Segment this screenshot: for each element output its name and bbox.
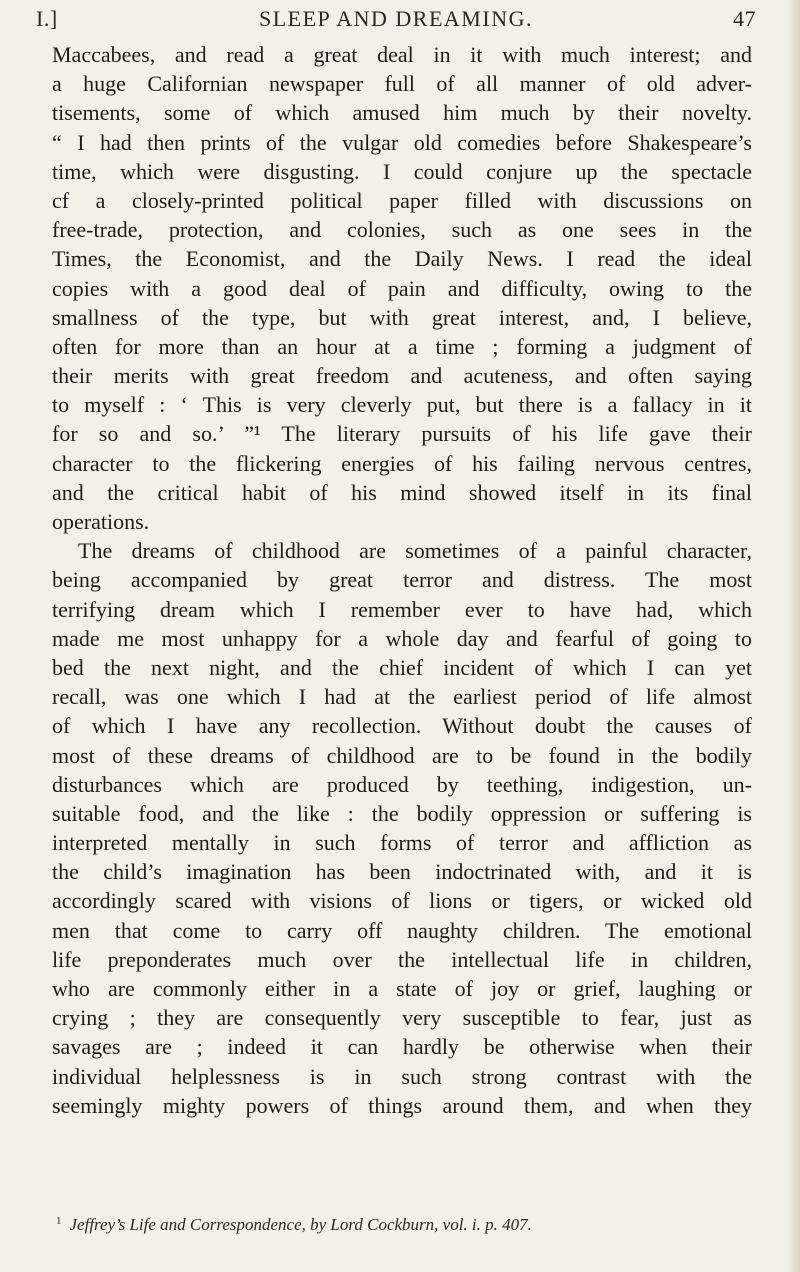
text-line: time, which were disgusting. I could conjure up the spectacle — [52, 158, 752, 184]
running-header — [36, 2, 756, 34]
text-line: recall, was one which I had at the earliest period of life almost — [52, 684, 752, 710]
text-line: cf a closely-printed political paper filled with discussions on — [52, 187, 752, 213]
text-line: crying ; they are consequently very susceptible to fear, just as — [52, 1005, 752, 1031]
text-line: for so and so.’ ”¹ The literary pursuits of his life gave their — [52, 421, 752, 447]
text-line: their merits with great freedom and acuteness, and often saying — [52, 363, 752, 389]
footnote — [56, 1210, 756, 1236]
paragraph-start-line: The dreams of childhood are sometimes of a painful character, — [78, 538, 752, 564]
text-line: free-trade, protection, and colonies, such as one sees in the — [52, 217, 752, 243]
text-line: savages are ; indeed it can hardly be otherwise when their — [52, 1034, 752, 1060]
text-line: terrifying dream which I remember ever to have had, which — [52, 596, 752, 622]
text-line: who are commonly either in a state of joy or grief, laughing or — [52, 976, 752, 1001]
chapter-number: I.] — [36, 6, 58, 31]
running-title: SLEEP AND DREAMING. — [259, 6, 533, 31]
text-line: often for more than an hour at a time ; forming a judgment of — [52, 333, 752, 359]
text-line: to myself : ‘ This is very cleverly put, but there is a fallacy in it — [52, 392, 752, 418]
text-line: bed the next night, and the chief incident of which I can yet — [52, 654, 752, 680]
text-line: a huge Californian newspaper full of all manner of old adver- — [52, 71, 752, 97]
text-line: men that come to carry off naughty children. The emotional — [52, 917, 752, 943]
text-line: seemingly mighty powers of things around them, and when they — [52, 1092, 752, 1118]
footnote-marker: 1 — [56, 1215, 62, 1227]
text-line: Maccabees, and read a great deal in it with much interest; and — [52, 42, 752, 67]
text-line: operations. — [52, 509, 150, 534]
text-line: made me most unhappy for a whole day and fearful of going to — [52, 625, 752, 651]
text-line: being accompanied by great terror and distress. The most — [52, 567, 752, 593]
text-line: interpreted mentally in such forms of terror and affliction as — [52, 830, 752, 856]
text-line: of which I have any recollection. Without doubt the causes of — [52, 713, 752, 739]
text-line: character to the flickering energies of his failing nervous centres, — [52, 450, 752, 476]
text-line: smallness of the type, but with great interest, and, I believe, — [52, 304, 752, 330]
text-line: the child’s imagination has been indoctrinated with, and it is — [52, 859, 752, 885]
page-number: 47 — [733, 6, 756, 31]
text-line: suitable food, and the like : the bodily oppression or suffering is — [52, 800, 752, 826]
text-line: “ I had then prints of the vulgar old comedies before Shakespeare’s — [52, 129, 752, 155]
text-line: tisements, some of which amused him much by their novelty. — [52, 100, 752, 126]
page-edge-shadow — [786, 0, 800, 1272]
text-line: individual helplessness is in such strong contrast with the — [52, 1063, 752, 1089]
footnote-text: Jeffrey’s Life and Correspondence, by Lord Cockburn, vol. i. p. 407. — [69, 1215, 532, 1234]
text-line: accordingly scared with visions of lions or tigers, or wicked old — [52, 888, 752, 914]
text-line: Times, the Economist, and the Daily News. I read the ideal — [52, 246, 752, 272]
text-line: life preponderates much over the intellectual life in children, — [52, 946, 752, 972]
text-line: and the critical habit of his mind showed itself in its final — [52, 479, 752, 505]
text-line: copies with a good deal of pain and difficulty, owing to the — [52, 275, 752, 301]
text-line: disturbances which are produced by teething, indigestion, un- — [52, 771, 752, 797]
text-line: most of these dreams of childhood are to be found in the bodily — [52, 742, 752, 768]
body-text — [52, 40, 752, 1120]
